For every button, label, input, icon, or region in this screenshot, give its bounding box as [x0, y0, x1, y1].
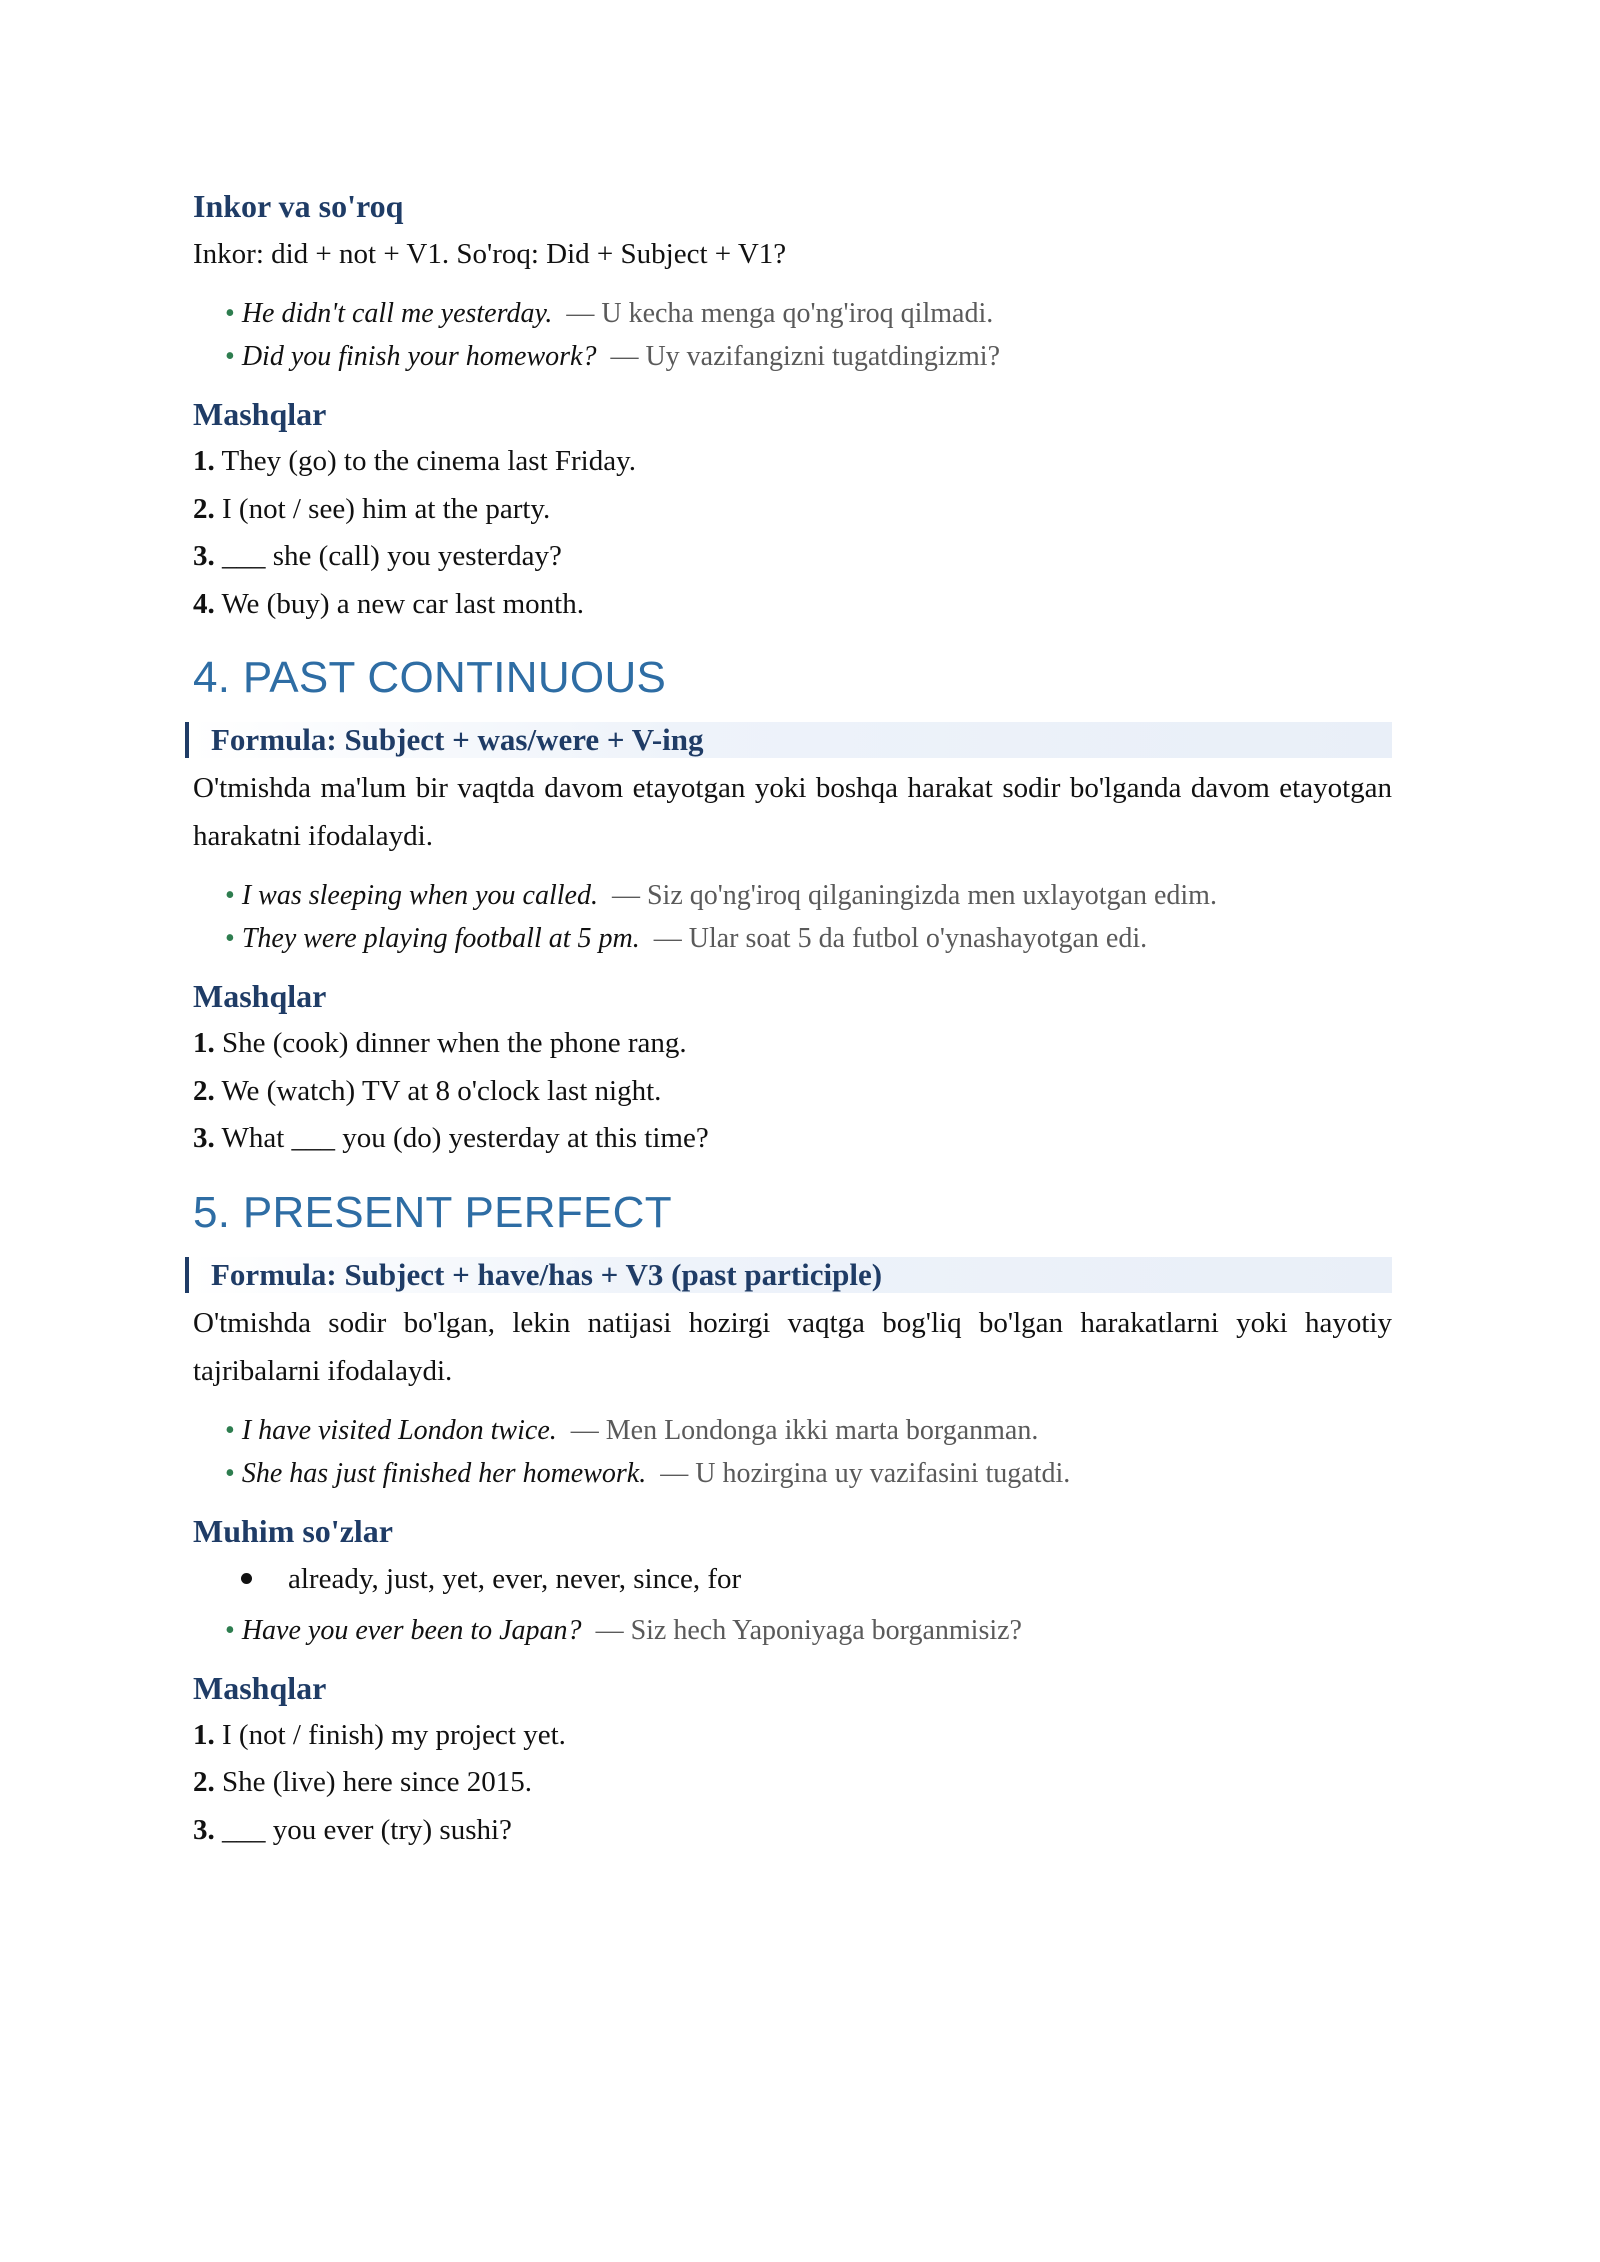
keywords-heading: Muhim so'zlar — [193, 1512, 393, 1549]
bullet-icon: • — [225, 1457, 235, 1489]
exercise-text: I (not / finish) my project yet. — [222, 1718, 566, 1751]
exercise-number: 3. — [193, 540, 215, 572]
exercise-list — [193, 1020, 1392, 1163]
section-description: O'tmishda ma'lum bir vaqtda davom etayotgan yoki boshqa harakat sodir bo'lganda davom etayotgan harakatni ifodalaydi. — [193, 772, 1392, 852]
example-english: He didn't call me yesterday. — [241, 298, 553, 329]
section-description: O'tmishda sodir bo'lgan, lekin natijasi hozirgi vaqtga bog'liq bo'lgan harakatlarni yoki hayotiy tajribalarni ifodalaydi. — [193, 1306, 1392, 1387]
negation-examples — [225, 292, 1392, 378]
exercise-number: 3. — [193, 1122, 215, 1154]
exercise-text: We (watch) TV at 8 o'clock last night. — [221, 1074, 662, 1107]
exercises-heading: Mashqlar — [193, 396, 327, 432]
example-line — [225, 1609, 1392, 1652]
exercise-item — [193, 1020, 1392, 1068]
exercise-text: They (go) to the cinema last Friday. — [221, 445, 636, 477]
exercise-item — [193, 1807, 1392, 1855]
bullet-icon: • — [225, 1614, 235, 1646]
exercise-item — [193, 1759, 1392, 1807]
formula-text: Formula: Subject + was/were + V-ing — [211, 722, 704, 757]
exercise-text: ___ she (call) you yesterday? — [222, 540, 562, 572]
example-translation: — U hozirgina uy vazifasini tugatdi. — [660, 1457, 1071, 1489]
exercise-item — [193, 486, 1392, 534]
exercise-number: 2. — [193, 1074, 215, 1107]
exercise-item — [193, 533, 1392, 581]
example-translation: — Siz hech Yaponiyaga borganmisiz? — [595, 1614, 1022, 1646]
bullet-icon — [241, 1573, 252, 1584]
example-translation: — Siz qo'ng'iroq qilganingizda men uxlayotgan edim. — [611, 880, 1217, 911]
bullet-icon: • — [225, 880, 235, 911]
example-line — [225, 874, 1392, 917]
bullet-icon: • — [225, 341, 235, 372]
exercise-number: 2. — [193, 492, 215, 525]
keyword-examples — [225, 1609, 1392, 1652]
exercise-number: 1. — [193, 445, 215, 477]
formula-box — [185, 722, 1392, 758]
exercise-text: What ___ you (do) yesterday at this time? — [221, 1122, 709, 1154]
negation-question-heading: Inkor va so'roq — [193, 188, 404, 224]
example-line — [225, 1409, 1392, 1452]
exercise-text: I (not / see) him at the party. — [222, 492, 551, 525]
exercise-text: She (cook) dinner when the phone rang. — [222, 1027, 687, 1059]
example-line — [225, 1452, 1392, 1495]
exercise-number: 4. — [193, 587, 215, 620]
example-english: Did you finish your homework? — [241, 341, 597, 372]
exercise-text: She (live) here since 2015. — [222, 1766, 533, 1798]
example-english: Have you ever been to Japan? — [241, 1614, 582, 1646]
bullet-icon: • — [225, 923, 235, 954]
exercise-list — [193, 438, 1392, 628]
bullet-icon: • — [225, 1414, 235, 1446]
exercise-number: 1. — [193, 1027, 215, 1059]
example-line — [225, 292, 1392, 335]
exercise-text: ___ you ever (try) sushi? — [222, 1813, 512, 1846]
example-line — [225, 335, 1392, 378]
example-english: I have visited London twice. — [241, 1414, 557, 1446]
example-translation: — Uy vazifangizni tugatdingizmi? — [610, 341, 1001, 372]
exercise-item — [193, 1068, 1392, 1116]
exercises-heading: Mashqlar — [193, 1669, 327, 1706]
exercise-item — [193, 581, 1392, 629]
keyword-text: already, just, yet, ever, never, since, for — [288, 1562, 742, 1595]
bullet-icon: • — [225, 298, 235, 329]
exercises-heading: Mashqlar — [193, 978, 327, 1014]
exercise-item — [193, 438, 1392, 486]
example-english: I was sleeping when you called. — [241, 880, 598, 911]
section-title-present-perfect: 5. PRESENT PERFECT — [193, 1187, 672, 1237]
example-english: She has just finished her homework. — [241, 1457, 647, 1489]
exercise-number: 2. — [193, 1766, 215, 1798]
keyword-list-item — [241, 1555, 1392, 1603]
example-translation: — Men Londonga ikki marta borganman. — [570, 1414, 1039, 1446]
section-title-past-continuous: 4. PAST CONTINUOUS — [193, 653, 667, 702]
example-line — [225, 917, 1392, 960]
negation-question-rule: Inkor: did + not + V1. So'roq: Did + Subject + V1? — [193, 238, 787, 270]
exercise-item — [193, 1712, 1392, 1760]
present-perfect-examples — [225, 1409, 1392, 1495]
exercise-list — [193, 1712, 1392, 1855]
example-english: They were playing football at 5 pm. — [241, 923, 640, 954]
example-translation: — Ular soat 5 da futbol o'ynashayotgan edi. — [653, 923, 1148, 954]
formula-text: Formula: Subject + have/has + V3 (past participle) — [211, 1256, 883, 1292]
formula-box — [185, 1257, 1392, 1293]
past-continuous-examples — [225, 874, 1392, 960]
exercise-text: We (buy) a new car last month. — [221, 587, 584, 620]
exercise-item — [193, 1115, 1392, 1163]
exercise-number: 3. — [193, 1813, 215, 1846]
example-translation: — U kecha menga qo'ng'iroq qilmadi. — [566, 298, 994, 329]
exercise-number: 1. — [193, 1718, 215, 1751]
